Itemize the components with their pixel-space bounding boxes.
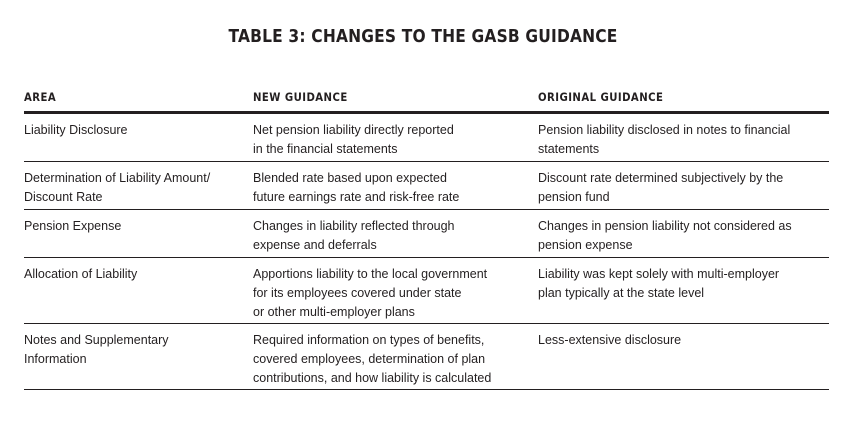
table-row xyxy=(24,210,829,258)
cell-line: Required information on types of benefits, xyxy=(253,333,485,347)
cell-line: pension fund xyxy=(538,190,610,204)
cell-line: Notes and Supplementary xyxy=(24,333,169,347)
cell-line: statements xyxy=(538,142,600,156)
original-guidance-cell xyxy=(538,217,829,257)
table-title: TABLE 3: CHANGES TO THE GASB GUIDANCE xyxy=(228,26,618,47)
area-cell xyxy=(24,265,253,323)
area-cell xyxy=(24,121,253,161)
header-area: AREA xyxy=(24,90,57,104)
header-original-guidance: ORIGINAL GUIDANCE xyxy=(538,90,664,104)
table-row xyxy=(24,162,829,210)
cell-line: Apportions liability to the local government xyxy=(253,267,488,281)
new-guidance-cell xyxy=(253,217,538,257)
cell-line: Liability was kept solely with multi-employer xyxy=(538,267,780,281)
cell-line: Less-extensive disclosure xyxy=(538,333,682,347)
cell-line: Allocation of Liability xyxy=(24,267,138,281)
table-row xyxy=(24,324,829,390)
original-guidance-cell xyxy=(538,121,829,161)
original-guidance-cell xyxy=(538,265,829,323)
table-row xyxy=(24,258,829,324)
original-guidance-cell xyxy=(538,331,829,389)
new-guidance-cell xyxy=(253,121,538,161)
cell-line: Net pension liability directly reported xyxy=(253,123,454,137)
cell-line: Changes in pension liability not considered as xyxy=(538,219,792,233)
cell-line: in the financial statements xyxy=(253,142,398,156)
area-cell xyxy=(24,169,253,209)
new-guidance-cell xyxy=(253,169,538,209)
cell-line: covered employees, determination of plan xyxy=(253,352,486,366)
guidance-table xyxy=(24,90,829,390)
table-row xyxy=(24,114,829,162)
new-guidance-cell xyxy=(253,265,538,323)
cell-line: Information xyxy=(24,352,87,366)
cell-line: or other multi-employer plans xyxy=(253,305,415,319)
cell-line: contributions, and how liability is calculated xyxy=(253,371,492,385)
cell-line: Blended rate based upon expected xyxy=(253,171,447,185)
cell-line: Discount Rate xyxy=(24,190,103,204)
cell-line: pension expense xyxy=(538,238,633,252)
cell-line: for its employees covered under state xyxy=(253,286,462,300)
area-cell xyxy=(24,331,253,389)
cell-line: Pension liability disclosed in notes to financial xyxy=(538,123,791,137)
cell-line: expense and deferrals xyxy=(253,238,377,252)
cell-line: future earnings rate and risk-free rate xyxy=(253,190,460,204)
cell-line: Discount rate determined subjectively by the xyxy=(538,171,784,185)
cell-line: Liability Disclosure xyxy=(24,123,128,137)
original-guidance-cell xyxy=(538,169,829,209)
cell-line: Determination of Liability Amount/ xyxy=(24,171,211,185)
cell-line: plan typically at the state level xyxy=(538,286,705,300)
cell-line: Pension Expense xyxy=(24,219,122,233)
area-cell xyxy=(24,217,253,257)
cell-line: Changes in liability reflected through xyxy=(253,219,455,233)
new-guidance-cell xyxy=(253,331,538,389)
header-new-guidance: NEW GUIDANCE xyxy=(253,90,348,104)
table-header xyxy=(24,90,829,114)
